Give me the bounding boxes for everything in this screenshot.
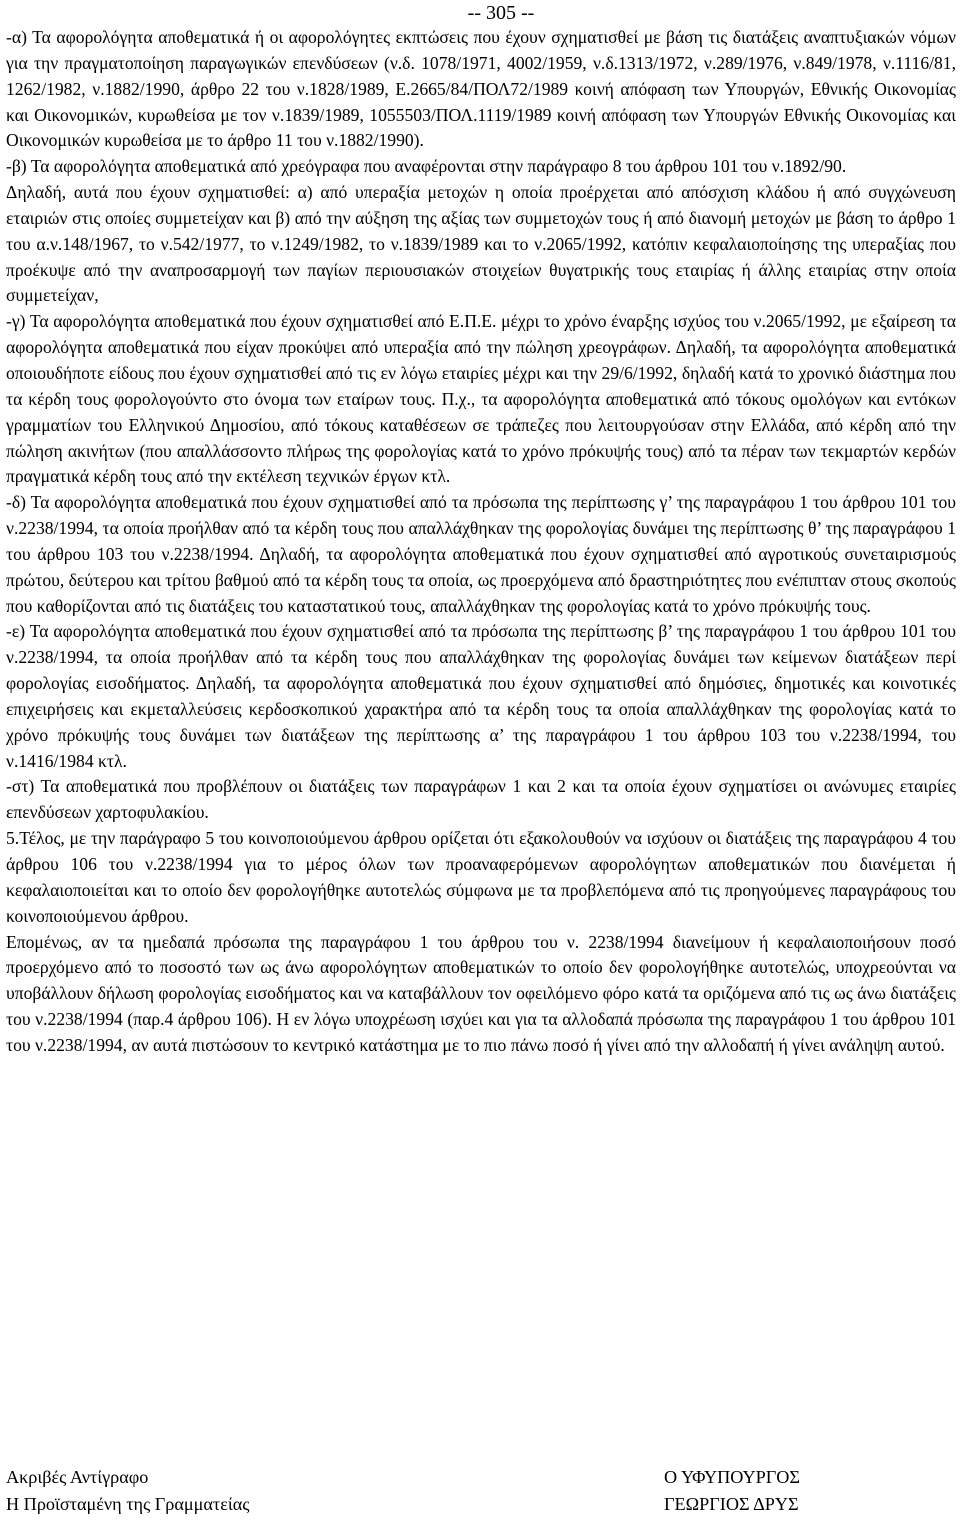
deputy-minister-name: ΓΕΩΡΓΙΟΣ ΔΡΥΣ <box>664 1494 799 1514</box>
signature-left <box>6 1464 249 1518</box>
paragraph-beta-explanation: Δηλαδή, αυτά που έχουν σχηματισθεί: α) από υπεραξία μετοχών η οποία προέρχεται από απόσχιση κλάδου ή από συγχώνευση εταιριών στις οποίες συμμετείχαν και β) από την αύξηση της αξίας των συμμετοχών τους ή από διανομή μετοχών με βάση το άρθρο 1 του α.ν.148/1967, το ν.542/1977, το ν.1249/1982, το ν.1839/1989 και το ν.2065/1992, κατόπιν κεφαλαιοποίησης της υπεραξίας που προέκυψε από την αναπροσαρμογή των παγίων περιουσιακών στοιχείων θυγατρικής τους εταιρίας ή άλλης εταιρίας στην οποία συμμετείχαν, <box>6 182 956 306</box>
paragraph-consequently: Επομένως, αν τα ημεδαπά πρόσωπα της παραγράφου 1 του άρθρου του ν. 2238/1994 διανείμουν ή κεφαλαιοποιήσουν ποσό προερχόμενο από το ποσοστό των ως άνω αφορολόγητων αποθεματικών το οποίο δεν φορολογήθηκε αυτοτελώς, υποχρεούνται να υποβάλλουν δήλωση φορολογίας εισοδήματος και να καταβάλλουν τον οφειλόμενο φόρο κατά τα οριζόμενα από τις ως άνω διατάξεις του ν.2238/1994 (παρ.4 άρθρου 106). Η εν λόγω υποχρέωση ισχύει και για τα αλλοδαπά πρόσωπα της παραγράφου 1 του άρθρου 101 του ν.2238/1994, αν αυτά πιστώσουν το κεντρικό κατάστημα με το πιο πάνω ποσό ή γίνει από την αλλοδαπή ή γίνει ανάληψη αυτού. <box>6 931 956 1055</box>
secretariat-head-label: Η Προϊσταμένη της Γραμματείας <box>6 1494 250 1514</box>
deputy-minister-title: Ο ΥΦΥΠΟΥΡΓΟΣ <box>664 1467 800 1487</box>
paragraph-gamma: -γ) Τα αφορολόγητα αποθεματικά που έχουν σχηματισθεί από Ε.Π.Ε. μέχρι το χρόνο έναρξης ισχύος του ν.2065/1992, με εξαίρεση τα αφορολόγητα αποθεματικά που είχαν προκύψει από υπεραξία από την πώληση χρεογράφων. Δηλαδή, τα αφορολόγητα αποθεματικά οποιουδήποτε είδους που έχουν σχηματισθεί από τις εν λόγω εταιρίες μέχρι και την 29/6/1992, δηλαδή κατά το χρονικό διάστημα που τα κέρδη τους φορολογούντο στο όνομα των εταίρων τους. Π.χ., τα αφορολόγητα αποθεματικά από τόκους ομολόγων και εντόκων γραμματίων του Ελληνικού Δημοσίου, από τόκους καταθέσεων σε τράπεζες που λειτουργούσαν στην Ελλάδα, από κέρδη από την πώληση ακινήτων (που απαλλάσσοντο πλήρως της φορολογίας κατά το χρόνο πρόκυψής τους) από τα πέραν των τεκμαρτών κερδών πραγματικά κέρδη τους από την εκτέλεση τεχνικών έργων κτλ. <box>6 311 956 487</box>
paragraph-five: 5.Τέλος, με την παράγραφο 5 του κοινοποιούμενου άρθρου ορίζεται ότι εξακολουθούν να ισχύουν οι διατάξεις της παραγράφου 4 του άρθρου 106 του ν.2238/1994 για το μέρος όλων των προαναφερόμενων αφορολόγητων αποθεματικών που διανέμεται ή κεφαλαιοποιείται και το οποίο δεν φορολογήθηκε αυτοτελώς σύμφωνα με τα προβλεπόμενα από τις προηγούμενες παραγράφους του κοινοποιούμενου άρθρου. <box>6 828 956 926</box>
certified-copy-label: Ακριβές Αντίγραφο <box>6 1467 149 1487</box>
signature-right <box>664 1464 800 1518</box>
paragraph-beta: -β) Τα αφορολόγητα αποθεματικά από χρεόγραφα που αναφέρονται στην παράγραφο 8 του άρθρου 101 του ν.1892/90. <box>6 156 847 177</box>
paragraph-stigma: -στ) Τα αποθεματικά που προβλέπουν οι διατάξεις των παραγράφων 1 και 2 και τα οποία έχουν σχηματίσει οι ανώνυμες εταιρίες επενδύσεων χαρτοφυλακίου. <box>6 776 956 823</box>
page-number: -- 305 -- <box>467 2 535 24</box>
paragraph-delta: -δ) Τα αφορολόγητα αποθεματικά που έχουν σχηματισθεί από τα πρόσωπα της περίπτωσης γ’ της παραγράφου 1 του άρθρου 101 του ν.2238/1994, τα οποία προήλθαν από τα κέρδη τους που απαλλάχθηκαν της φορολογίας δυνάμει της περίπτωσης θ’ της παραγράφου 1 του άρθρου 103 του ν.2238/1994. Δηλαδή, τα αφορολόγητα αποθεματικά που έχουν σχηματισθεί από αγροτικούς συνεταιρισμούς πρώτου, δεύτερου και τρίτου βαθμού από τα κέρδη τους τα οποία, ως προερχόμενα από δραστηριότητες που ενέπιπταν στους σκοπούς που καθορίζονται από τις διατάξεις του καταστατικού τους, απαλλάχθηκαν της φορολογίας κατά το χρόνο πρόκυψής τους. <box>6 492 956 616</box>
document-body <box>6 25 956 1059</box>
paragraph-epsilon: -ε) Τα αφορολόγητα αποθεματικά που έχουν σχηματισθεί από τα πρόσωπα της περίπτωσης β’ της παραγράφου 1 του άρθρου 101 του ν.2238/1994, τα οποία προήλθαν από τα κέρδη τους που απαλλάχθηκαν της φορολογίας δυνάμει των κείμενων διατάξεων περί φορολογίας εισοδήματος. Δηλαδή, τα αφορολόγητα αποθεματικά που έχουν σχηματισθεί από δημόσιες, δημοτικές και κοινοτικές επιχειρήσεις και εκμεταλλεύσεις κερδοσκοπικού χαρακτήρα από τα κέρδη τους τα οποία απαλλάχθηκαν της φορολογίας κατά το χρόνο πρόκυψής τους δυνάμει των διατάξεων της περίπτωσης α’ της παραγράφου 1 του άρθρου 103 του ν.2238/1994, του ν.1416/1984 κτλ. <box>6 621 956 771</box>
paragraph-alpha: -α) Τα αφορολόγητα αποθεματικά ή οι αφορολόγητες εκπτώσεις που έχουν σχηματισθεί με βάση τις διατάξεις αναπτυξιακών νόμων για την πραγματοποίηση παραγωγικών επενδύσεων (ν.δ. 1078/1971, 4002/1959, ν.δ.1313/1972, ν.289/1976, ν.849/1978, ν.1116/81, 1262/1982, ν.1882/1990, άρθρο 22 του ν.1828/1989, Ε.2665/84/ΠΟΛ72/1989 κοινή απόφαση των Υπουργών, Εθνικής Οικονομίας και Οικονομικών, κυρωθείσα με τον ν.1839/1989, 1055503/ΠΟΛ.1119/1989 κοινή απόφαση των Υπουργών Εθνικής Οικονομίας και Οικονομικών κυρωθείσα με το άρθρο 11 του ν.1882/1990). <box>6 27 956 151</box>
